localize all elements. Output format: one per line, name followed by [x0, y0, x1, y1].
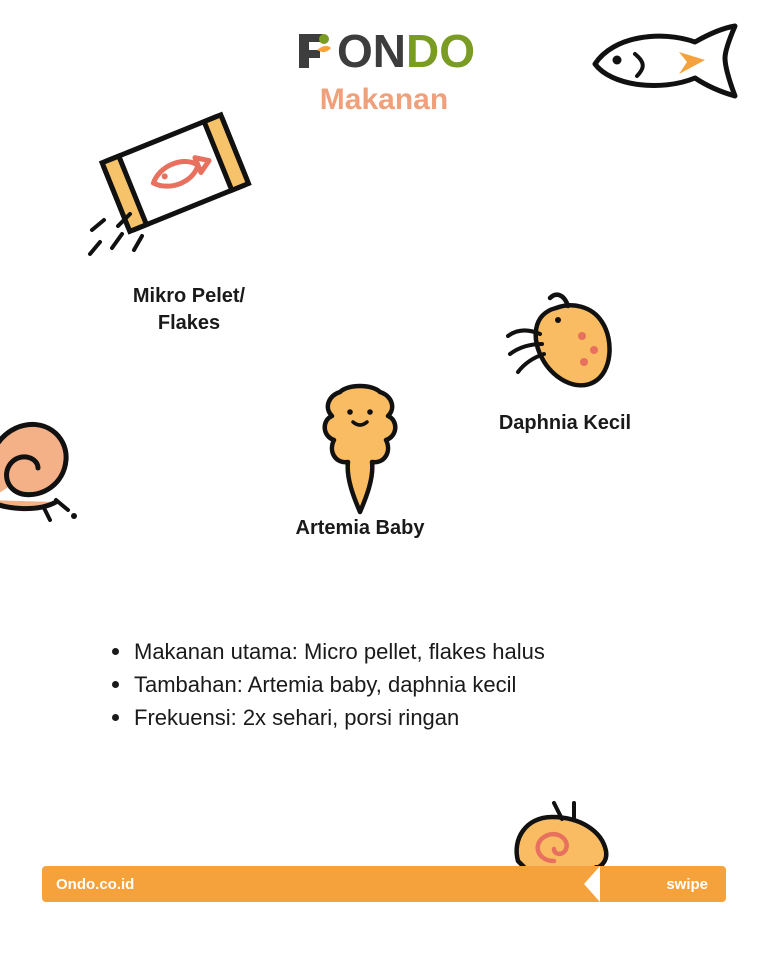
- brand-wordmark-part1: ON: [337, 25, 406, 77]
- brand-wordmark-part2: DO: [406, 25, 475, 77]
- food-packet-fish-icon: [82, 108, 272, 268]
- feeding-notes-list: [102, 636, 730, 736]
- chevron-notch-icon: [584, 866, 600, 902]
- item-label-line1: Mikro Pelet/: [132, 285, 246, 307]
- brand-wordmark: [337, 25, 475, 77]
- swipe-label: swipe: [666, 875, 708, 893]
- footer-website: Ondo.co.id: [56, 875, 135, 893]
- item-label-artemia-baby: Artemia Baby: [295, 517, 425, 539]
- brand-row: [293, 25, 475, 77]
- fish-outline-icon: [583, 18, 753, 108]
- list-item: Makanan utama: Micro pellet, flakes halus: [130, 636, 730, 667]
- page-title: Makanan: [319, 83, 449, 116]
- ondo-leaf-mark-icon: [293, 30, 333, 72]
- item-label-mikro-pelet: [74, 283, 304, 337]
- item-label-daphnia-kecil: Daphnia Kecil: [498, 412, 632, 434]
- list-item: Frekuensi: 2x sehari, porsi ringan: [130, 702, 730, 733]
- daphnia-icon: [498, 292, 628, 412]
- artemia-baby-icon: [310, 378, 410, 518]
- snail-left-icon: [0, 388, 92, 528]
- footer-bar: [42, 866, 726, 902]
- list-item: Tambahan: Artemia baby, daphnia kecil: [130, 669, 730, 700]
- item-label-line2: Flakes: [157, 312, 221, 334]
- swipe-control[interactable]: [666, 876, 708, 893]
